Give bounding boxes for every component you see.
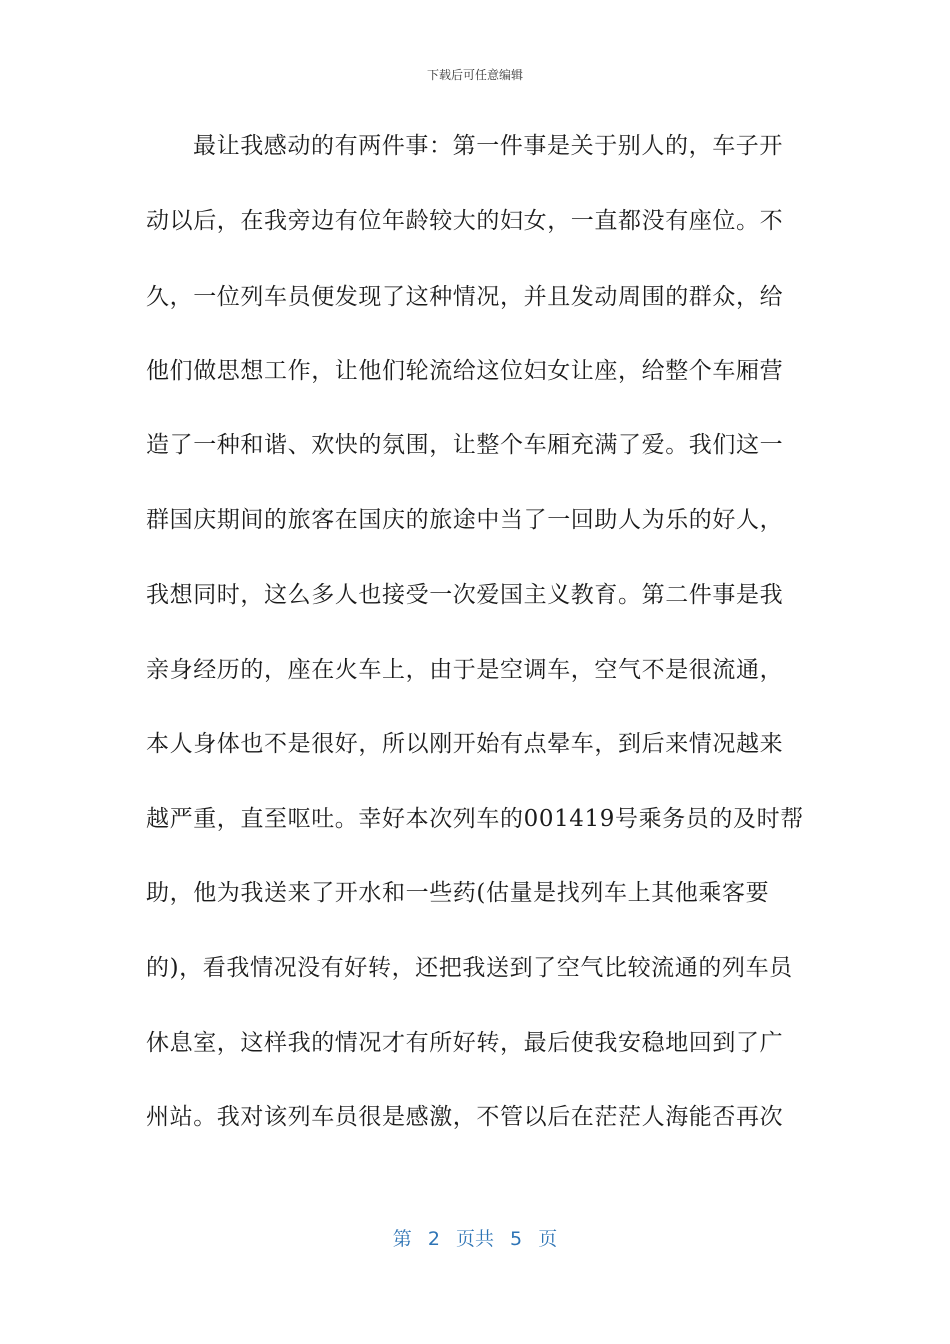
footer-current-page: 2 [427,1228,440,1250]
footer-total-pages: 5 [510,1228,523,1250]
footer-page-prefix: 第 [392,1228,412,1250]
paragraph-line: 助，他为我送来了开水和一些药(估量是找列车上其他乘客要 [146,880,770,906]
paragraph-line: 越严重，直至呕吐。幸好本次列车的001419号乘务员的及时帮 [146,806,804,832]
footer-page-middle: 页共 [455,1228,494,1250]
paragraph-line: 群国庆期间的旅客在国庆的旅途中当了一回助人为乐的好人， [146,507,784,533]
paragraph-line: 造了一种和谐、欢快的氛围，让整个车厢充满了爱。我们这一 [146,432,784,458]
paragraph-line: 休息室，这样我的情况才有所好转，最后使我安稳地回到了广 [146,1030,784,1056]
paragraph-line: 最让我感动的有两件事：第一件事是关于别人的，车子开 [193,133,783,159]
paragraph-line: 本人身体也不是很好，所以刚开始有点晕车，到后来情况越来 [146,731,784,757]
paragraph-line: 他们做思想工作，让他们轮流给这位妇女让座，给整个车厢营 [146,358,784,384]
paragraph-line: 动以后，在我旁边有位年龄较大的妇女，一直都没有座位。不 [146,208,784,234]
footer-page-suffix: 页 [538,1228,558,1250]
paragraph-line: 久，一位列车员便发现了这种情况，并且发动周围的群众，给 [146,284,784,310]
page-header: 下载后可任意编辑 [426,68,523,82]
page-footer [0,1226,950,1252]
paragraph-line: 亲身经历的，座在火车上，由于是空调车，空气不是很流通， [146,657,784,683]
paragraph-line: 州站。我对该列车员很是感激，不管以后在茫茫人海能否再次 [146,1104,784,1130]
paragraph-line: 的)，看我情况没有好转，还把我送到了空气比较流通的列车员 [146,955,793,981]
paragraph-line: 我想同时，这么多人也接受一次爱国主义教育。第二件事是我 [146,582,784,608]
